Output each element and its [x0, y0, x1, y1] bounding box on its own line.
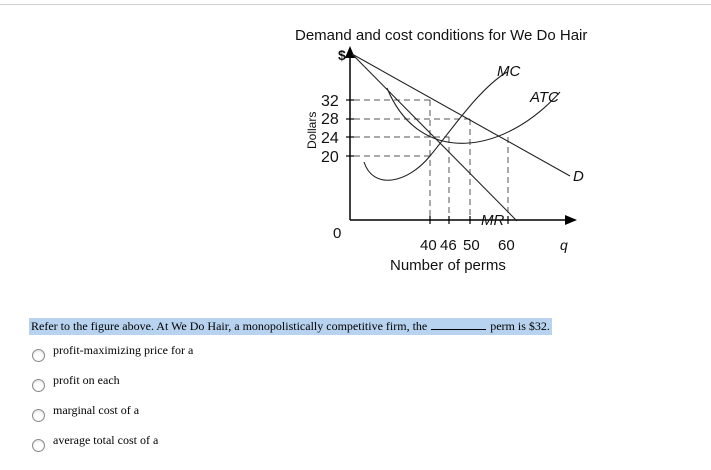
- figure-svg: [285, 18, 625, 288]
- answer-option[interactable]: [32, 373, 120, 393]
- atc-label: ATC: [530, 89, 559, 106]
- y-tick-label: 24: [321, 130, 339, 147]
- x-axis-arrow: [565, 215, 577, 225]
- y-tick-label: 20: [321, 149, 339, 166]
- y-tick-label: 32: [321, 93, 339, 110]
- answer-option-label: profit-maximizing price for a: [53, 343, 194, 357]
- x-tick-label: 60: [498, 237, 515, 254]
- x-axis-label: Number of perms: [390, 257, 506, 274]
- answer-option[interactable]: [32, 403, 140, 423]
- radio-button[interactable]: [32, 439, 45, 452]
- answer-option[interactable]: [32, 433, 159, 453]
- mc-label: MC: [497, 63, 521, 80]
- answer-option-label: average total cost of a: [53, 433, 159, 447]
- y-tick-label: 28: [321, 111, 339, 128]
- answer-option-label: marginal cost of a: [53, 403, 140, 417]
- question-blank: [431, 319, 486, 330]
- x-tick-label: 46: [440, 237, 457, 254]
- y-axis-label: Dollars: [305, 111, 319, 149]
- question-text-after: perm is $32.: [490, 319, 550, 333]
- demand-curve: [352, 54, 570, 176]
- question-text-before: Refer to the figure above. At We Do Hair, a monopolistically competitive firm, the: [31, 319, 428, 333]
- origin-label: 0: [333, 225, 342, 242]
- mr-label: MR: [481, 212, 505, 229]
- x-axis-var: q: [560, 237, 568, 253]
- radio-button[interactable]: [32, 379, 45, 392]
- figure-title: Demand and cost conditions for We Do Hair: [295, 27, 588, 44]
- y-axis-unit: $: [338, 47, 346, 63]
- radio-button[interactable]: [32, 409, 45, 422]
- x-tick-label: 50: [463, 237, 480, 254]
- radio-button[interactable]: [32, 349, 45, 362]
- answer-option[interactable]: [32, 343, 194, 363]
- question-text: [29, 318, 552, 335]
- x-tick-label: 40: [420, 237, 437, 254]
- top-divider: [0, 4, 711, 5]
- demand-label: D: [573, 168, 584, 185]
- answer-option-label: profit on each: [53, 373, 120, 387]
- demand-cost-figure: [285, 18, 625, 288]
